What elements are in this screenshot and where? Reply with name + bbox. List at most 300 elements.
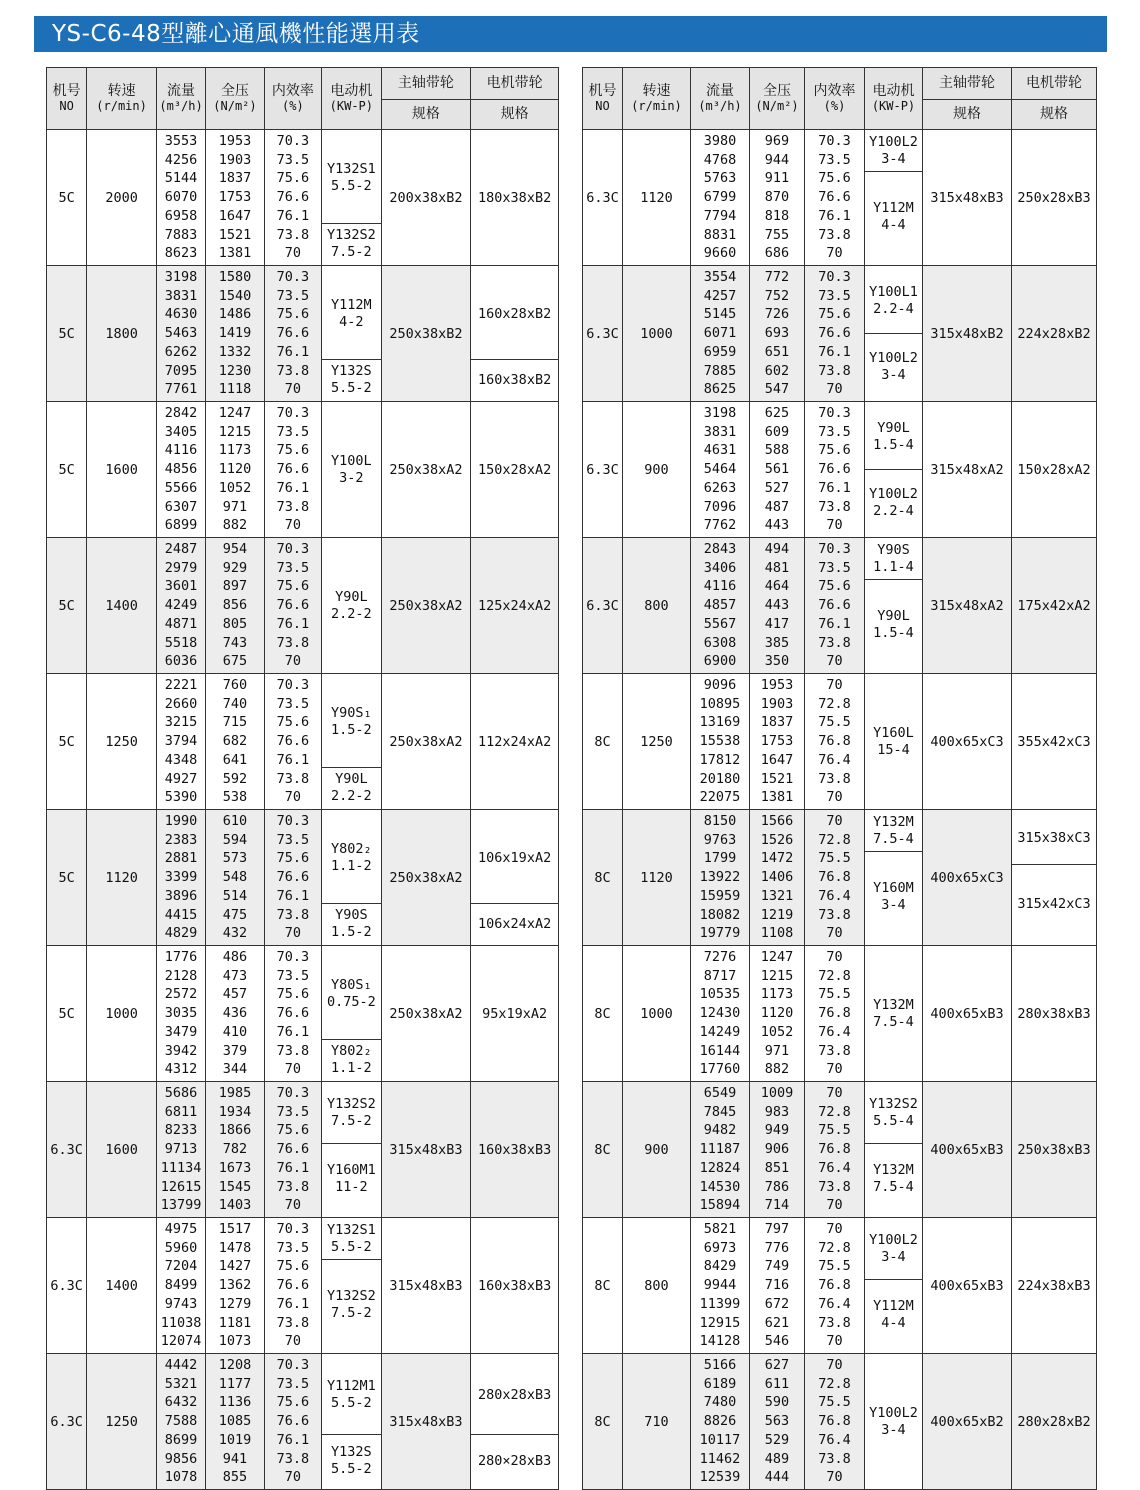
efficiency-values-value: 75.5 xyxy=(818,1122,851,1139)
header-motor-pulley: 电机带轮 xyxy=(471,68,559,100)
flow-values-value: 8826 xyxy=(703,1413,737,1430)
header-main-pulley: 主轴带轮 xyxy=(923,68,1012,100)
pressure-values xyxy=(750,946,805,1082)
flow-values xyxy=(156,674,205,810)
pressure-values-value: 1934 xyxy=(218,1103,252,1120)
efficiency-values-value: 76.8 xyxy=(818,1005,851,1022)
flow-values-value: 4257 xyxy=(703,287,737,304)
pressure-values-value: 432 xyxy=(222,925,248,942)
efficiency-values-value: 75.5 xyxy=(818,850,851,867)
header-main-pulley-spec: 规格 xyxy=(923,100,1012,130)
motor-pulley-spec: 150x28xA2 xyxy=(1012,402,1097,538)
pressure-values-value: 1903 xyxy=(218,151,252,168)
header-motor-unit: (KW-P) xyxy=(871,98,916,113)
efficiency-values-value: 70.3 xyxy=(276,269,310,286)
flow-values-value: 11187 xyxy=(699,1141,741,1158)
fan-number: 8C xyxy=(583,946,623,1082)
flow-values-value: 7480 xyxy=(703,1394,737,1411)
pressure-values-value: 1215 xyxy=(218,423,252,440)
pressure-values-value: 481 xyxy=(764,559,790,576)
table-row xyxy=(583,1082,1097,1218)
motor-model-part xyxy=(322,1434,380,1487)
motor-model xyxy=(865,130,923,266)
flow-values xyxy=(691,1218,750,1354)
efficiency-values-value: 73.8 xyxy=(276,1314,310,1331)
header-pressure-zh: 全压 xyxy=(220,82,249,99)
efficiency-values-value: 73.8 xyxy=(818,226,851,243)
pressure-values-value: 760 xyxy=(222,677,248,694)
flow-values-value: 3831 xyxy=(703,423,737,440)
flow-values-value: 1799 xyxy=(703,850,737,867)
efficiency-values xyxy=(264,1082,321,1218)
efficiency-values-value: 76.1 xyxy=(276,1023,310,1040)
motor-model-part xyxy=(322,268,380,359)
motor-model-part xyxy=(322,1143,380,1215)
pressure-values-value: 548 xyxy=(222,869,248,886)
fan-number: 5C xyxy=(47,266,87,402)
motor-pulley-spec: 280x38xB3 xyxy=(1012,946,1097,1082)
pressure-values xyxy=(750,1354,805,1490)
efficiency-values-value: 76.1 xyxy=(276,887,310,904)
flow-values-value: 6973 xyxy=(703,1239,737,1256)
flow-values-value: 3980 xyxy=(703,133,737,150)
motor-model-wrap xyxy=(322,676,380,807)
header-flow-unit: (m³/h) xyxy=(159,98,203,113)
efficiency-values-value: 73.5 xyxy=(276,1103,310,1120)
flow-values-value: 5463 xyxy=(164,325,198,342)
pressure-values-value: 971 xyxy=(764,1042,790,1059)
efficiency-values-value: 76.8 xyxy=(818,869,851,886)
efficiency-values-value: 76.6 xyxy=(276,325,310,342)
efficiency-values-value: 73.5 xyxy=(818,287,851,304)
pressure-values-value: 749 xyxy=(764,1258,790,1275)
pressure-values-value: 1052 xyxy=(218,479,252,496)
motor-model-part xyxy=(865,1220,922,1279)
motor-pulley-spec-wrap xyxy=(471,812,558,943)
pressure-values-value: 592 xyxy=(222,770,248,787)
pressure-values-value: 686 xyxy=(764,245,790,262)
motor-model-line: Y100L2 xyxy=(869,1404,918,1421)
fan-number: 6.3C xyxy=(583,538,623,674)
fan-number: 8C xyxy=(583,674,623,810)
pressure-values-value: 611 xyxy=(764,1375,790,1392)
flow-values-value: 2881 xyxy=(164,850,198,867)
main-pulley-spec: 200x38xB2 xyxy=(381,130,471,266)
motor-model-line: 3-4 xyxy=(881,366,906,383)
motor-model-part xyxy=(865,404,922,469)
motor-model-line: Y132M xyxy=(873,996,914,1013)
fan-number: 8C xyxy=(583,810,623,946)
pressure-values-value: 1219 xyxy=(760,906,794,923)
flow-values-value: 4871 xyxy=(164,615,198,632)
motor-pulley-spec-part xyxy=(1012,812,1096,864)
pressure-values xyxy=(206,946,264,1082)
motor-model xyxy=(322,402,381,538)
pressure-values-value: 882 xyxy=(764,1061,790,1078)
motor-model-line: Y132M xyxy=(873,1162,914,1179)
efficiency-values-value: 76.6 xyxy=(818,325,851,342)
pressure-values-value: 911 xyxy=(764,170,790,187)
flow-values-value: 11399 xyxy=(699,1295,741,1312)
flow-values-value: 3601 xyxy=(164,578,198,595)
rotation-speed: 1600 xyxy=(87,402,157,538)
pressure-values-value: 486 xyxy=(222,949,248,966)
pressure-values-value: 772 xyxy=(764,269,790,286)
pressure-values-value: 983 xyxy=(764,1103,790,1120)
pressure-values-value: 1173 xyxy=(218,442,252,459)
pressure-values-value: 473 xyxy=(222,967,248,984)
pressure-values xyxy=(206,1354,264,1490)
pressure-values-value: 882 xyxy=(222,517,248,534)
pressure-values-value: 941 xyxy=(222,1450,248,1467)
flow-values-value: 7095 xyxy=(164,362,198,379)
efficiency-values-value: 70 xyxy=(284,517,302,534)
motor-model-line: 5.5-2 xyxy=(331,1461,372,1478)
flow-values-value: 2572 xyxy=(164,986,198,1003)
pressure-values-value: 1279 xyxy=(218,1295,252,1312)
motor-model-line: 4-4 xyxy=(881,1315,906,1332)
efficiency-values-value: 70 xyxy=(284,1197,302,1214)
main-pulley-spec: 400x65xB3 xyxy=(923,1082,1012,1218)
motor-model-part xyxy=(865,132,922,171)
motor-model-part xyxy=(865,1279,922,1351)
performance-table-left xyxy=(46,67,559,1490)
motor-model-line: 3-4 xyxy=(881,897,906,914)
header-no-unit: NO xyxy=(595,98,610,113)
flow-values-value: 5566 xyxy=(164,479,198,496)
header-no-zh: 机号 xyxy=(588,82,617,99)
flow-values-value: 5960 xyxy=(164,1239,198,1256)
motor-model-part xyxy=(322,903,380,943)
motor-model-line: 1.5-4 xyxy=(873,625,914,642)
flow-values-value: 7794 xyxy=(703,207,737,224)
efficiency-values-value: 70 xyxy=(826,1221,843,1238)
pressure-values-value: 1177 xyxy=(218,1375,252,1392)
efficiency-values-value: 76.1 xyxy=(276,207,310,224)
motor-model xyxy=(865,1218,923,1354)
flow-values xyxy=(156,130,205,266)
pressure-values-value: 475 xyxy=(222,906,248,923)
flow-values xyxy=(156,1354,205,1490)
motor-model-line: Y100L1 xyxy=(869,283,918,300)
flow-values-value: 3215 xyxy=(164,714,198,731)
efficiency-values-value: 73.5 xyxy=(818,423,851,440)
flow-values-value: 3942 xyxy=(164,1042,198,1059)
motor-pulley-spec: 224x38xB3 xyxy=(1012,1218,1097,1354)
efficiency-values-value: 70.3 xyxy=(276,1085,310,1102)
efficiency-values-value: 76.8 xyxy=(818,1277,851,1294)
motor-pulley-spec: 355x42xC3 xyxy=(1012,674,1097,810)
table-row xyxy=(47,1082,559,1218)
motor-model-line: Y132M xyxy=(873,814,914,831)
pressure-values-value: 625 xyxy=(764,405,790,422)
pressure-values-value: 594 xyxy=(222,831,248,848)
efficiency-values-value: 76.1 xyxy=(818,479,851,496)
table-row xyxy=(583,1354,1097,1490)
flow-values-value: 4927 xyxy=(164,770,198,787)
efficiency-values-value: 70.3 xyxy=(276,1357,310,1374)
pressure-values-value: 1120 xyxy=(760,1005,794,1022)
efficiency-values-value: 73.8 xyxy=(818,362,851,379)
pressure-values-value: 1580 xyxy=(218,269,252,286)
motor-model-line: 7.5-4 xyxy=(873,831,914,848)
pressure-values-value: 714 xyxy=(764,1197,790,1214)
efficiency-values-value: 73.8 xyxy=(818,1042,851,1059)
efficiency-values-value: 70.3 xyxy=(276,949,310,966)
motor-pulley-spec-line: 315x42xC3 xyxy=(1017,895,1091,912)
pressure-values-value: 489 xyxy=(764,1450,790,1467)
efficiency-values xyxy=(264,130,321,266)
motor-model-line: 3-2 xyxy=(339,469,364,486)
fan-number: 5C xyxy=(47,130,87,266)
efficiency-values-value: 76.8 xyxy=(818,1141,851,1158)
motor-model-wrap xyxy=(322,812,380,943)
efficiency-values-value: 73.5 xyxy=(276,287,310,304)
header-motor-unit: (KW-P) xyxy=(329,98,374,113)
motor-pulley-spec-wrap xyxy=(471,268,558,399)
pressure-values-value: 1517 xyxy=(218,1221,252,1238)
efficiency-values-value: 76.6 xyxy=(276,733,310,750)
efficiency-values-value: 70.3 xyxy=(818,541,851,558)
pressure-values-value: 716 xyxy=(764,1277,790,1294)
motor-model-line: 7.5-4 xyxy=(873,1013,914,1030)
flow-values-value: 2979 xyxy=(164,559,198,576)
pressure-values-value: 1381 xyxy=(760,789,794,806)
efficiency-values-value: 73.8 xyxy=(818,770,851,787)
motor-model-line: 3-4 xyxy=(881,1421,906,1438)
efficiency-values-value: 75.5 xyxy=(818,714,851,731)
flow-values-value: 6958 xyxy=(164,207,198,224)
pressure-values-value: 1837 xyxy=(218,170,252,187)
efficiency-values-value: 70 xyxy=(826,1357,843,1374)
flow-values xyxy=(691,674,750,810)
motor-model-line: Y160M xyxy=(873,880,914,897)
efficiency-values-value: 76.6 xyxy=(818,461,851,478)
header-pressure-unit: (N/m²) xyxy=(213,98,257,113)
flow-values-value: 12074 xyxy=(160,1333,202,1350)
motor-model-part xyxy=(865,469,922,535)
pressure-values-value: 797 xyxy=(764,1221,790,1238)
pressure-values-value: 740 xyxy=(222,695,248,712)
pressure-values-value: 693 xyxy=(764,325,790,342)
motor-model-part xyxy=(322,1039,380,1079)
flow-values-value: 6263 xyxy=(703,479,737,496)
pressure-values-value: 786 xyxy=(764,1178,790,1195)
flow-values-value: 6036 xyxy=(164,653,198,670)
efficiency-values-value: 73.8 xyxy=(818,1450,851,1467)
motor-pulley-spec-line: 106x24xA2 xyxy=(478,915,552,932)
flow-values-value: 4249 xyxy=(164,597,198,614)
flow-values-value: 3198 xyxy=(164,269,198,286)
motor-pulley-spec-line: 280×28xB3 xyxy=(478,1453,552,1470)
pressure-values-value: 715 xyxy=(222,714,248,731)
pressure-values-value: 350 xyxy=(764,653,790,670)
efficiency-values-value: 70 xyxy=(284,653,302,670)
pressure-values-value: 726 xyxy=(764,306,790,323)
header-efficiency-zh: 内效率 xyxy=(271,82,314,99)
efficiency-values-value: 70 xyxy=(826,1469,843,1486)
efficiency-values xyxy=(264,402,321,538)
pressure-values-value: 1215 xyxy=(760,967,794,984)
motor-model-line: Y132S2 xyxy=(326,226,376,243)
motor-pulley-spec xyxy=(471,1354,559,1490)
efficiency-values-value: 73.8 xyxy=(276,498,310,515)
efficiency-values-value: 73.8 xyxy=(276,1178,310,1195)
efficiency-values-value: 75.6 xyxy=(818,306,851,323)
table-row xyxy=(47,1354,559,1490)
flow-values-value: 2660 xyxy=(164,695,198,712)
efficiency-values-value: 70.3 xyxy=(818,133,851,150)
pressure-values-value: 529 xyxy=(764,1431,790,1448)
pressure-values xyxy=(750,538,805,674)
flow-values-value: 3198 xyxy=(703,405,737,422)
efficiency-values-value: 70 xyxy=(826,1333,843,1350)
flow-values xyxy=(691,1082,750,1218)
motor-model xyxy=(322,266,381,402)
motor-pulley-spec-part xyxy=(471,1434,558,1487)
motor-model xyxy=(865,810,923,946)
motor-model-line: Y100L2 xyxy=(869,1232,918,1249)
header-speed-zh: 转速 xyxy=(107,82,136,99)
rotation-speed: 800 xyxy=(623,1218,691,1354)
efficiency-values-value: 76.6 xyxy=(276,1277,310,1294)
motor-model-part xyxy=(865,333,922,399)
pressure-values-value: 949 xyxy=(764,1122,790,1139)
pressure-values-value: 1647 xyxy=(218,207,252,224)
motor-model-line: 2.2-2 xyxy=(331,605,372,622)
pressure-values-value: 1486 xyxy=(218,306,252,323)
motor-model-line: Y90L xyxy=(335,588,368,605)
flow-values-value: 6900 xyxy=(703,653,737,670)
efficiency-values-value: 73.5 xyxy=(276,423,310,440)
motor-model-line: Y90L xyxy=(877,608,910,625)
flow-values xyxy=(156,946,205,1082)
efficiency-values-value: 70.3 xyxy=(276,133,310,150)
motor-model-line: 1.5-2 xyxy=(331,721,372,738)
pressure-values-value: 573 xyxy=(222,850,248,867)
pressure-values-value: 627 xyxy=(764,1357,790,1374)
flow-values xyxy=(156,1082,205,1218)
motor-pulley-spec: 280x28xB2 xyxy=(1012,1354,1097,1490)
efficiency-values-value: 70 xyxy=(826,925,843,942)
flow-values-value: 7276 xyxy=(703,949,737,966)
flow-values-value: 14249 xyxy=(699,1023,741,1040)
flow-values-value: 5144 xyxy=(164,170,198,187)
flow-values-value: 7762 xyxy=(703,517,737,534)
efficiency-values-value: 70 xyxy=(826,245,843,262)
motor-model-line: Y100L2 xyxy=(869,349,918,366)
motor-pulley-spec-line: 315x38xC3 xyxy=(1017,829,1091,846)
motor-model-line: 1.1-2 xyxy=(331,857,372,874)
flow-values-value: 7761 xyxy=(164,381,198,398)
efficiency-values-value: 70 xyxy=(284,1333,302,1350)
pressure-values-value: 1985 xyxy=(218,1085,252,1102)
pressure-values-value: 805 xyxy=(222,615,248,632)
motor-model-line: 2.2-4 xyxy=(873,300,914,317)
pressure-values xyxy=(206,1218,264,1354)
main-pulley-spec: 250x38xA2 xyxy=(381,946,471,1082)
pressure-values-value: 1019 xyxy=(218,1431,252,1448)
efficiency-values-value: 76.1 xyxy=(276,479,310,496)
pressure-values-value: 1230 xyxy=(218,362,252,379)
table-row xyxy=(47,1218,559,1354)
fan-number: 5C xyxy=(47,946,87,1082)
efficiency-values-value: 73.8 xyxy=(276,1042,310,1059)
rotation-speed: 1600 xyxy=(87,1082,157,1218)
motor-model-line: Y100L xyxy=(331,452,372,469)
efficiency-values-value: 75.6 xyxy=(276,714,310,731)
pressure-values-value: 1647 xyxy=(760,751,794,768)
efficiency-values-value: 76.4 xyxy=(818,1431,851,1448)
efficiency-values-value: 76.4 xyxy=(818,751,851,768)
flow-values-value: 4856 xyxy=(164,461,198,478)
header-speed-unit: (r/min) xyxy=(96,98,147,113)
motor-model-line: 5.5-2 xyxy=(331,1395,372,1412)
efficiency-values-value: 73.5 xyxy=(276,151,310,168)
motor-pulley-spec: 160x38xB3 xyxy=(471,1218,559,1354)
table-row xyxy=(583,674,1097,810)
efficiency-values-value: 70 xyxy=(826,789,843,806)
motor-pulley-spec: 160x38xB3 xyxy=(471,1082,559,1218)
motor-model-part xyxy=(865,1143,922,1215)
motor-model-line: 7.5-4 xyxy=(873,1179,914,1196)
header-main-pulley-spec: 规格 xyxy=(381,100,471,130)
flow-values-value: 4768 xyxy=(703,151,737,168)
efficiency-values xyxy=(805,538,865,674)
flow-values-value: 2843 xyxy=(703,541,737,558)
efficiency-values-value: 73.8 xyxy=(818,1314,851,1331)
rotation-speed: 1250 xyxy=(623,674,691,810)
motor-model xyxy=(865,1082,923,1218)
motor-model-line: Y90L xyxy=(335,770,368,787)
efficiency-values-value: 70 xyxy=(826,517,843,534)
pressure-values-value: 385 xyxy=(764,634,790,651)
main-pulley-spec: 250x38xA2 xyxy=(381,674,471,810)
efficiency-values-value: 75.6 xyxy=(276,1394,310,1411)
fan-number: 6.3C xyxy=(583,130,623,266)
motor-model-line: Y160L xyxy=(873,724,914,741)
efficiency-values-value: 76.1 xyxy=(276,1295,310,1312)
efficiency-values-value: 76.4 xyxy=(818,887,851,904)
motor-pulley-spec: 224x28xB2 xyxy=(1012,266,1097,402)
efficiency-values-value: 73.5 xyxy=(818,559,851,576)
efficiency-values-value: 70 xyxy=(826,381,843,398)
efficiency-values-value: 70 xyxy=(826,1061,843,1078)
motor-model-part xyxy=(322,1220,380,1259)
pressure-values-value: 954 xyxy=(222,541,248,558)
motor-model-part xyxy=(865,268,922,333)
pressure-values-value: 563 xyxy=(764,1413,790,1430)
efficiency-values-value: 70 xyxy=(826,813,843,830)
motor-model-line: Y90S xyxy=(335,906,368,923)
fan-number: 5C xyxy=(47,538,87,674)
table-row xyxy=(583,810,1097,946)
motor-pulley-spec-line: 160x38xB2 xyxy=(478,371,552,388)
efficiency-values-value: 76.1 xyxy=(276,751,310,768)
flow-values-value: 7588 xyxy=(164,1413,198,1430)
header-flow-unit: (m³/h) xyxy=(698,98,742,113)
efficiency-values xyxy=(264,946,321,1082)
flow-values-value: 8499 xyxy=(164,1277,198,1294)
motor-model-part xyxy=(322,812,380,903)
header-motor-pulley-spec: 规格 xyxy=(471,100,559,130)
flow-values-value: 22075 xyxy=(699,789,741,806)
efficiency-values-value: 76.6 xyxy=(818,597,851,614)
flow-values xyxy=(691,538,750,674)
efficiency-values-value: 75.6 xyxy=(276,306,310,323)
pressure-values-value: 1419 xyxy=(218,325,252,342)
table-row xyxy=(47,402,559,538)
